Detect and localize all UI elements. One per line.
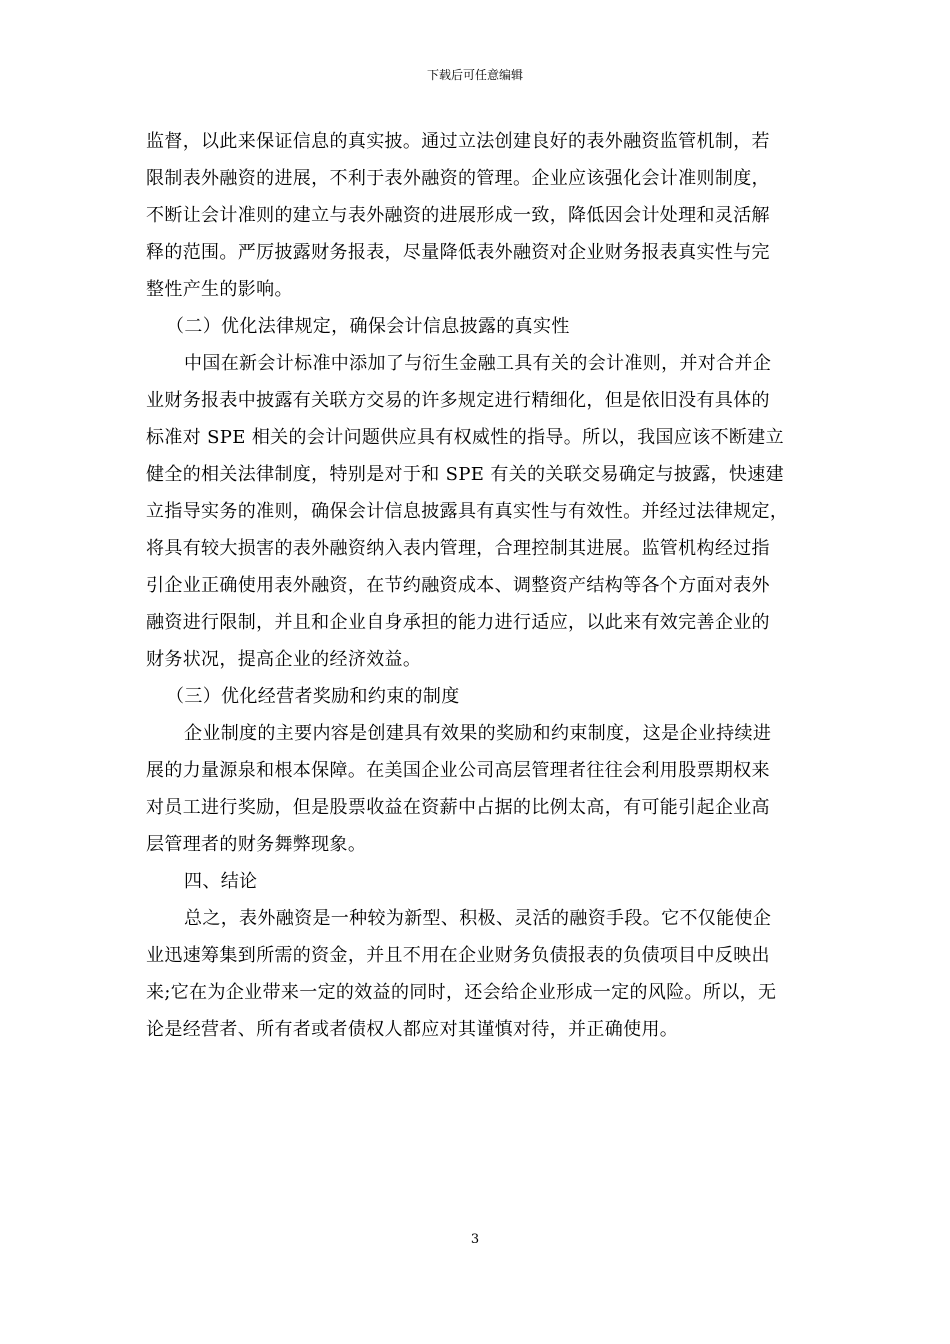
text-line: 对员工进行奖励，但是股票收益在资薪中占据的比例太高，有可能引起企业高	[146, 797, 770, 818]
text-line: 立指导实务的准则，确保会计信息披露具有真实性与有效性。并经过法律规定，	[146, 501, 789, 522]
text-line: 标准对 SPE 相关的会计问题供应具有权威性的指导。所以，我国应该不断建立	[146, 427, 784, 448]
text-line: 总之，表外融资是一种较为新型、积极、灵活的融资手段。它不仅能使企	[184, 908, 772, 929]
text-line: 财务状况，提高企业的经济效益。	[146, 649, 422, 670]
section-heading: （二）优化法律规定，确保会计信息披露的真实性	[166, 316, 570, 337]
text-line: 企业制度的主要内容是创建具有效果的奖励和约束制度，这是企业持续进	[184, 723, 772, 744]
text-line: 业迅速筹集到所需的资金，并且不用在企业财务负债报表的负债项目中反映出	[146, 945, 770, 966]
text-line: 释的范围。严厉披露财务报表，尽量降低表外融资对企业财务报表真实性与完	[146, 242, 770, 263]
text-line: 层管理者的财务舞弊现象。	[146, 834, 367, 855]
section-heading: （三）优化经营者奖励和约束的制度	[166, 686, 460, 707]
text-line: 将具有较大损害的表外融资纳入表内管理，合理控制其进展。监管机构经过指	[146, 538, 770, 559]
text-line: 引企业正确使用表外融资，在节约融资成本、调整资产结构等各个方面对表外	[146, 575, 770, 596]
text-line: 论是经营者、所有者或者债权人都应对其谨慎对待，并正确使用。	[146, 1019, 679, 1040]
text-line: 来;它在为企业带来一定的效益的同时，还会给企业形成一定的风险。所以，无	[146, 982, 777, 1003]
text-line: 限制表外融资的进展，不利于表外融资的管理。企业应该强化会计准则制度，	[146, 168, 770, 189]
page-number: 3	[470, 1232, 480, 1247]
text-line: 监督，以此来保证信息的真实披。通过立法创建良好的表外融资监管机制，若	[146, 131, 770, 152]
text-line: 融资进行限制，并且和企业自身承担的能力进行适应，以此来有效完善企业的	[146, 612, 770, 633]
text-line: 展的力量源泉和根本保障。在美国企业公司高层管理者往往会利用股票期权来	[146, 760, 770, 781]
text-line: 业财务报表中披露有关联方交易的许多规定进行精细化，但是依旧没有具体的	[146, 390, 770, 411]
text-line: 整性产生的影响。	[146, 279, 293, 300]
text-line: 不断让会计准则的建立与表外融资的进展形成一致，降低因会计处理和灵活解	[146, 205, 770, 226]
page-header: 下载后可任意编辑	[426, 68, 523, 82]
section-heading: 四、结论	[184, 871, 258, 892]
text-line: 中国在新会计标准中添加了与衍生金融工具有关的会计准则，并对合并企	[184, 353, 772, 374]
body-text	[146, 123, 810, 1048]
text-line: 健全的相关法律制度，特别是对于和 SPE 有关的关联交易确定与披露，快速建	[146, 464, 784, 485]
